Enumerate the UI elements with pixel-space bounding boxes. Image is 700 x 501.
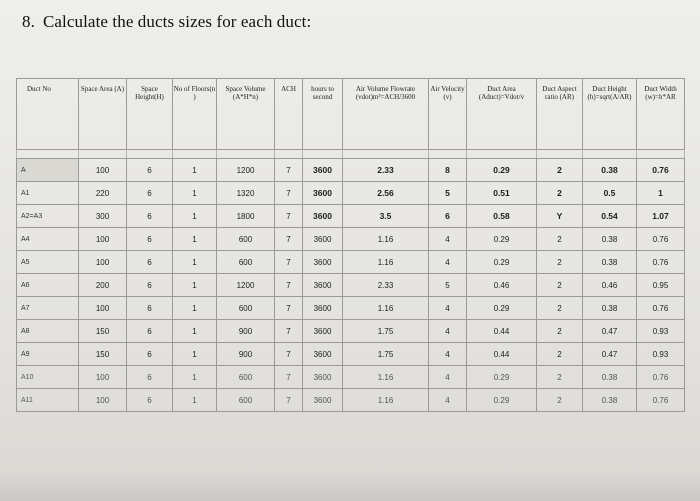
table-cell: 600 <box>217 366 275 389</box>
table-cell: 0.93 <box>637 343 685 366</box>
table-cell: 6 <box>127 182 173 205</box>
table-cell: 3600 <box>303 251 343 274</box>
table-cell: 1 <box>637 182 685 205</box>
table-cell: 220 <box>79 182 127 205</box>
column-header: Space Area (A) <box>79 79 127 150</box>
table-cell: 1.16 <box>343 389 429 412</box>
spacer-cell <box>537 150 583 159</box>
table-row <box>17 343 685 366</box>
table-cell: 1800 <box>217 205 275 228</box>
table-cell: 1 <box>173 251 217 274</box>
table-cell: 0.95 <box>637 274 685 297</box>
table-cell: 0.38 <box>583 228 637 251</box>
column-header: Duct Area (Aduct)=Vdot/v <box>467 79 537 150</box>
table-cell: 1 <box>173 205 217 228</box>
table-cell: 0.76 <box>637 251 685 274</box>
spacer-cell <box>173 150 217 159</box>
table-cell: 3600 <box>303 274 343 297</box>
table-cell: 0.76 <box>637 297 685 320</box>
column-header: Air Volume Flowrate (vdot)m³=ACH/3600 <box>343 79 429 150</box>
column-header: hours to second <box>303 79 343 150</box>
table-row <box>17 389 685 412</box>
table-cell: 0.58 <box>467 205 537 228</box>
table-cell: 6 <box>127 159 173 182</box>
table-cell: 7 <box>275 251 303 274</box>
table-cell: 1.16 <box>343 251 429 274</box>
column-header: Duct No <box>17 79 79 150</box>
table-cell: 0.93 <box>637 320 685 343</box>
table-cell: 2 <box>537 182 583 205</box>
table-cell: 3600 <box>303 389 343 412</box>
table-cell: 7 <box>275 228 303 251</box>
table-cell: 3.5 <box>343 205 429 228</box>
table-cell: 4 <box>429 389 467 412</box>
table-cell: 0.38 <box>583 251 637 274</box>
table-row <box>17 274 685 297</box>
column-header: Space Volume (A*H*n) <box>217 79 275 150</box>
table-cell: 5 <box>429 274 467 297</box>
table-cell: 3600 <box>303 159 343 182</box>
table-row <box>17 251 685 274</box>
table-cell: 2 <box>537 343 583 366</box>
table-cell: 1 <box>173 274 217 297</box>
duct-id-cell: A8 <box>17 320 79 343</box>
duct-id-cell: A4 <box>17 228 79 251</box>
duct-id-cell: A11 <box>17 389 79 412</box>
table-cell: 6 <box>127 228 173 251</box>
table-row <box>17 159 685 182</box>
spacer-cell <box>429 150 467 159</box>
table-cell: 3600 <box>303 320 343 343</box>
table-cell: 600 <box>217 251 275 274</box>
table-cell: 150 <box>79 343 127 366</box>
table-cell: 2.56 <box>343 182 429 205</box>
table-body <box>17 150 685 412</box>
table-cell: 4 <box>429 343 467 366</box>
table-cell: 0.29 <box>467 228 537 251</box>
column-header: Duct Width (w)=h*AR <box>637 79 685 150</box>
column-header: Air Velocity (v) <box>429 79 467 150</box>
table-cell: 1 <box>173 297 217 320</box>
table-cell: 0.38 <box>583 366 637 389</box>
table-row <box>17 182 685 205</box>
spacer-cell <box>583 150 637 159</box>
spacer-row <box>17 150 685 159</box>
question-number: 8. <box>22 12 35 31</box>
table-cell: 2.33 <box>343 274 429 297</box>
table-cell: 6 <box>127 274 173 297</box>
table-cell: 3600 <box>303 205 343 228</box>
column-header: Duct Height (h)=sqrt(A/AR) <box>583 79 637 150</box>
table-row <box>17 297 685 320</box>
table-cell: 1200 <box>217 159 275 182</box>
duct-id-cell: A <box>17 159 79 182</box>
table-cell: 1 <box>173 228 217 251</box>
table-cell: 2 <box>537 228 583 251</box>
table-cell: 600 <box>217 389 275 412</box>
table-cell: 100 <box>79 389 127 412</box>
table-cell: 1.16 <box>343 228 429 251</box>
spacer-cell <box>275 150 303 159</box>
table-cell: 0.29 <box>467 366 537 389</box>
table-cell: 100 <box>79 159 127 182</box>
table-cell: 7 <box>275 320 303 343</box>
table-cell: 8 <box>429 159 467 182</box>
spacer-cell <box>467 150 537 159</box>
table-row <box>17 205 685 228</box>
table-cell: 1 <box>173 343 217 366</box>
table-cell: 6 <box>127 389 173 412</box>
table-cell: 2 <box>537 389 583 412</box>
column-header: Space Height(H) <box>127 79 173 150</box>
table-cell: 0.29 <box>467 297 537 320</box>
table-cell: 0.38 <box>583 389 637 412</box>
table-cell: 7 <box>275 297 303 320</box>
table-cell: 1200 <box>217 274 275 297</box>
table-cell: 6 <box>127 320 173 343</box>
table-cell: 7 <box>275 366 303 389</box>
table-cell: 7 <box>275 274 303 297</box>
table-cell: 6 <box>127 343 173 366</box>
table-cell: 4 <box>429 366 467 389</box>
table-cell: 100 <box>79 251 127 274</box>
table-cell: 0.76 <box>637 389 685 412</box>
table-row <box>17 228 685 251</box>
table-cell: 0.51 <box>467 182 537 205</box>
table-cell: 4 <box>429 297 467 320</box>
table-row <box>17 320 685 343</box>
table-cell: 0.44 <box>467 320 537 343</box>
table-cell: 6 <box>127 251 173 274</box>
table-cell: 1 <box>173 182 217 205</box>
table-cell: 2 <box>537 366 583 389</box>
table-cell: 150 <box>79 320 127 343</box>
table-cell: 1 <box>173 320 217 343</box>
table-cell: 1.16 <box>343 297 429 320</box>
table-cell: 6 <box>127 205 173 228</box>
table-cell: 300 <box>79 205 127 228</box>
table-cell: 0.38 <box>583 159 637 182</box>
table-cell: 1.75 <box>343 343 429 366</box>
duct-id-cell: A10 <box>17 366 79 389</box>
table-cell: 4 <box>429 228 467 251</box>
table-cell: 6 <box>127 366 173 389</box>
duct-id-cell: A9 <box>17 343 79 366</box>
table-cell: 1 <box>173 159 217 182</box>
table-cell: 0.76 <box>637 159 685 182</box>
table-cell: 2 <box>537 320 583 343</box>
table-cell: 3600 <box>303 366 343 389</box>
spacer-cell <box>637 150 685 159</box>
table-cell: 0.46 <box>467 274 537 297</box>
table-cell: 0.76 <box>637 228 685 251</box>
question-text: Calculate the ducts sizes for each duct: <box>42 12 312 31</box>
table-cell: 4 <box>429 320 467 343</box>
column-header: Duct Aspect ratio (AR) <box>537 79 583 150</box>
duct-sizing-table <box>16 78 685 412</box>
duct-id-cell: A1 <box>17 182 79 205</box>
table-cell: 2 <box>537 159 583 182</box>
table-cell: 5 <box>429 182 467 205</box>
table-cell: 0.38 <box>583 297 637 320</box>
table-cell: 1.16 <box>343 366 429 389</box>
table-cell: 0.46 <box>583 274 637 297</box>
table-cell: 1.07 <box>637 205 685 228</box>
table-cell: 900 <box>217 320 275 343</box>
table-cell: 7 <box>275 182 303 205</box>
table-cell: 0.47 <box>583 320 637 343</box>
table-cell: 3600 <box>303 297 343 320</box>
table-cell: 0.44 <box>467 343 537 366</box>
spacer-cell <box>79 150 127 159</box>
table-cell: 0.54 <box>583 205 637 228</box>
duct-id-cell: A7 <box>17 297 79 320</box>
table-cell: 600 <box>217 297 275 320</box>
table-cell: 600 <box>217 228 275 251</box>
table-cell: 6 <box>127 297 173 320</box>
table-row <box>17 366 685 389</box>
column-header: ACH <box>275 79 303 150</box>
question-heading <box>22 12 311 32</box>
table-cell: Y <box>537 205 583 228</box>
spacer-cell <box>217 150 275 159</box>
table-cell: 3600 <box>303 343 343 366</box>
table-header-row <box>17 79 685 150</box>
table-cell: 2 <box>537 251 583 274</box>
table-cell: 100 <box>79 228 127 251</box>
duct-id-cell: A2=A3 <box>17 205 79 228</box>
table-cell: 0.29 <box>467 251 537 274</box>
table-cell: 0.29 <box>467 389 537 412</box>
table-cell: 7 <box>275 159 303 182</box>
table-cell: 2 <box>537 297 583 320</box>
table-cell: 6 <box>429 205 467 228</box>
table-cell: 900 <box>217 343 275 366</box>
table-cell: 0.47 <box>583 343 637 366</box>
spacer-cell <box>303 150 343 159</box>
table-cell: 0.5 <box>583 182 637 205</box>
table-cell: 1 <box>173 366 217 389</box>
table-cell: 4 <box>429 251 467 274</box>
spacer-cell <box>17 150 79 159</box>
table-cell: 7 <box>275 343 303 366</box>
table-cell: 200 <box>79 274 127 297</box>
table-cell: 2.33 <box>343 159 429 182</box>
table-cell: 1 <box>173 389 217 412</box>
duct-id-cell: A6 <box>17 274 79 297</box>
table-cell: 3600 <box>303 228 343 251</box>
table-cell: 7 <box>275 205 303 228</box>
page-shadow <box>0 471 700 501</box>
table-cell: 0.29 <box>467 159 537 182</box>
duct-id-cell: A5 <box>17 251 79 274</box>
table-cell: 2 <box>537 274 583 297</box>
table-cell: 1320 <box>217 182 275 205</box>
table-cell: 3600 <box>303 182 343 205</box>
spacer-cell <box>127 150 173 159</box>
table-cell: 100 <box>79 297 127 320</box>
table-cell: 7 <box>275 389 303 412</box>
table-cell: 1.75 <box>343 320 429 343</box>
table-cell: 100 <box>79 366 127 389</box>
spacer-cell <box>343 150 429 159</box>
table-cell: 0.76 <box>637 366 685 389</box>
column-header: No of Floors(n ) <box>173 79 217 150</box>
